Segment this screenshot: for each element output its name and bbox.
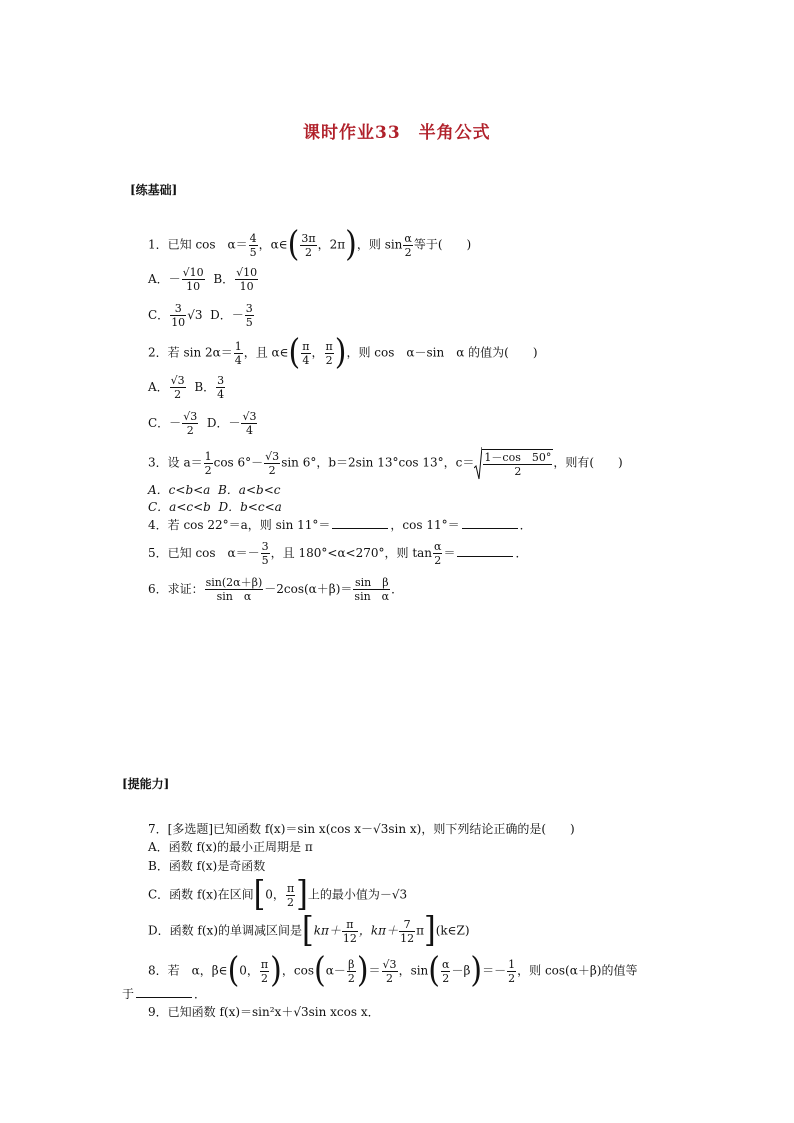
answer-blank[interactable] (136, 997, 192, 998)
question-1-options-ab: A．－ $\frac{√10}{10}$ B． $\frac{√10}{10}$ (148, 266, 258, 293)
question-7-option-b: B．函数 f(x)是奇函数 (148, 859, 266, 873)
answer-blank[interactable] (332, 528, 388, 529)
question-3-options-ab: A．c<b<a B．a<b<c (148, 483, 281, 497)
section-basic: [练基础] (130, 183, 178, 197)
question-1: 1．已知 cos α＝ $\frac{4}{5}$ ，α∈( $\frac{3\pi}{2}$ ，2π)，则 sin $\frac{\alpha}{2}$ 等于( ) (148, 224, 472, 265)
question-7-option-c: C．函数 f(x)在区间[0， $\frac{\pi}{2}$ ]上的最小值为－√3 (148, 874, 408, 915)
question-7-option-a: A．函数 f(x)的最小正周期是 π (148, 840, 313, 854)
question-8: 8．若 α，β∈(0， $\frac{\pi}{2}$ )，cos(α－ $\frac{\beta}{2}$ )＝ $\frac{√3}{2}$ ，sin( $\frac{\alpha}{2}$ －β)＝－ $\frac{1}{2}$ ，则 cos(α＋β)的值等 (148, 950, 638, 991)
question-1-options-cd: C． $\frac{3}{10}$ √3 D．－ $\frac{3}{5}$ (148, 302, 253, 329)
question-4: 4．若 cos 22°＝a，则 sin 11°＝ ，cos 11°＝ ． (148, 518, 532, 532)
question-2-options-cd: C．－ $\frac{√3}{2}$ D．－ $\frac{√3}{4}$ (148, 410, 257, 437)
radical-sign-icon (474, 446, 482, 480)
answer-blank[interactable] (457, 556, 513, 557)
question-5: 5．已知 cos α＝－ $\frac{3}{5}$ ，且 180°<α<270°，则 tan $\frac{\alpha}{2}$ ＝ ． (148, 540, 528, 567)
question-7-option-d: D．函数 f(x)的单调减区间是[kπ＋ $\frac{\pi}{12}$ ，kπ＋ $\frac{7}{12}$ π](k∈Z) (148, 910, 470, 951)
question-3: 3．设 a＝ $\frac{1}{2}$ cos 6°－ $\frac{√3}{2}$ sin 6°，b＝2sin 13°cos 13°，c＝ $\frac{1-\cos 50^\circ}{2}$ ，则有( ) (148, 446, 623, 480)
question-6: 6．求证： $\frac{\sin(2\alpha+\beta)}{\text{sin α}}$ －2cos(α＋β)＝ $\frac{\text{sin β}}{\text{sin α}}$ ． (148, 576, 404, 603)
question-9: 9．已知函数 f(x)＝sin²x＋√3sin xcos x． (148, 1005, 380, 1019)
section-improve: [提能力] (122, 777, 170, 791)
answer-blank[interactable] (462, 528, 518, 529)
question-2-options-ab: A． $\frac{√3}{2}$ B． $\frac{3}{4}$ (148, 374, 225, 401)
question-7: 7．[多选题]已知函数 f(x)＝sin x(cos x－√3sin x)，则下列结论正确的是( ) (148, 822, 575, 836)
question-3-options-cd: C．a<c<b D．b<c<a (148, 500, 282, 514)
question-2: 2．若 sin 2α＝ $\frac{1}{4}$ ，且 α∈( $\frac{\pi}{4}$ ， $\frac{\pi}{2}$ )，则 cos α－sin α 的值为( ) (148, 332, 538, 373)
question-8-line-2: 于 ． (122, 987, 207, 1001)
page-title: 课时作业33 半角公式 (303, 123, 491, 143)
